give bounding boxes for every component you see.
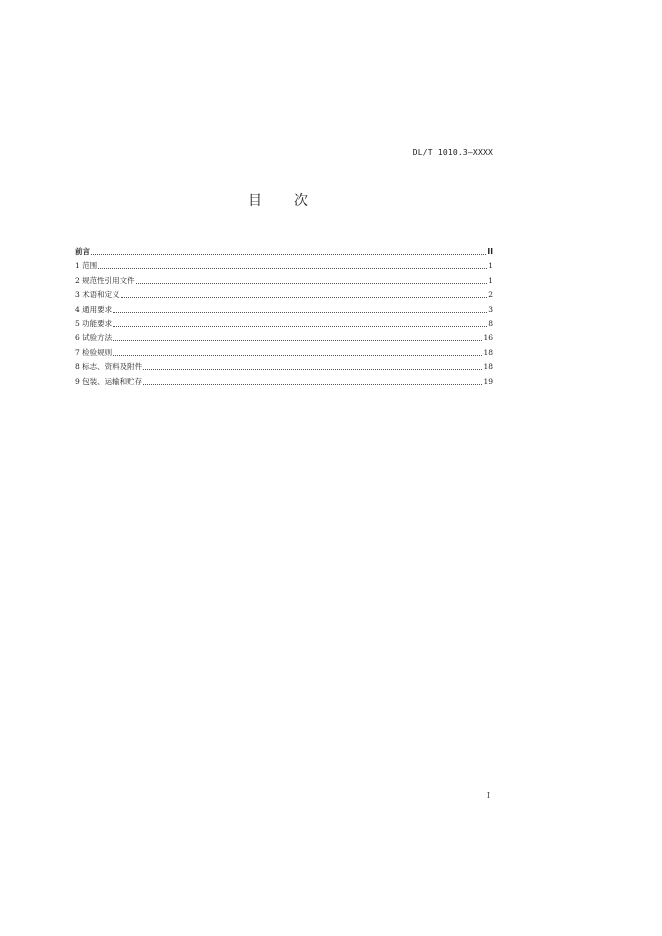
toc-leader-dots xyxy=(121,297,488,298)
toc-leader-dots xyxy=(98,268,487,269)
toc-entry-page: 16 xyxy=(483,333,493,343)
toc-entry-foreword[interactable] xyxy=(75,239,493,257)
toc-entry-label: 1 范围 xyxy=(75,261,98,271)
toc-entry-general-requirements[interactable] xyxy=(75,300,493,314)
toc-title-part1: 目 xyxy=(248,193,264,209)
toc-leader-dots xyxy=(113,326,487,327)
toc-entry-label: 8 标志、资料及附件 xyxy=(75,362,143,372)
toc-entry-label: 3 术语和定义 xyxy=(75,290,120,300)
toc-leader-dots xyxy=(91,254,486,255)
toc-entry-page: 18 xyxy=(483,347,493,357)
toc-entry-packaging-transport[interactable] xyxy=(75,372,493,386)
toc-leader-dots xyxy=(113,340,482,341)
toc-leader-dots xyxy=(113,312,487,313)
toc-entry-inspection-rules[interactable] xyxy=(75,343,493,357)
table-of-contents xyxy=(75,239,493,387)
toc-leader-dots xyxy=(143,384,482,385)
toc-entry-label: 4 通用要求 xyxy=(75,304,113,314)
toc-entry-scope[interactable] xyxy=(75,257,493,271)
toc-entry-functional-requirements[interactable] xyxy=(75,315,493,329)
toc-entry-page: 1 xyxy=(488,261,493,271)
toc-title-part2: 次 xyxy=(294,193,310,209)
toc-leader-dots xyxy=(113,355,482,356)
toc-leader-dots xyxy=(143,369,482,370)
toc-entry-label: 2 规范性引用文件 xyxy=(75,275,135,285)
toc-entry-page: 2 xyxy=(488,290,493,300)
toc-entry-test-methods[interactable] xyxy=(75,329,493,343)
toc-entry-page: 18 xyxy=(483,362,493,372)
toc-entry-page: 8 xyxy=(488,318,493,328)
page-number: I xyxy=(486,791,490,800)
toc-entry-page: II xyxy=(487,247,493,256)
toc-entry-page: 19 xyxy=(483,376,493,386)
toc-entry-page: 3 xyxy=(488,304,493,314)
toc-entry-label: 7 检验规则 xyxy=(75,347,113,357)
toc-entry-label: 前言 xyxy=(75,247,90,256)
toc-entry-label: 5 功能要求 xyxy=(75,318,113,328)
toc-leader-dots xyxy=(136,283,488,284)
standard-code: DL/T 1010.3—XXXX xyxy=(412,148,493,157)
toc-entry-label: 9 包装、运输和贮存 xyxy=(75,376,143,386)
toc-entry-label: 6 试验方法 xyxy=(75,333,113,343)
toc-entry-normative-references[interactable] xyxy=(75,271,493,285)
toc-entry-terms-definitions[interactable] xyxy=(75,286,493,300)
toc-entry-page: 1 xyxy=(488,275,493,285)
toc-entry-marking-documents[interactable] xyxy=(75,358,493,372)
toc-title xyxy=(0,190,558,210)
